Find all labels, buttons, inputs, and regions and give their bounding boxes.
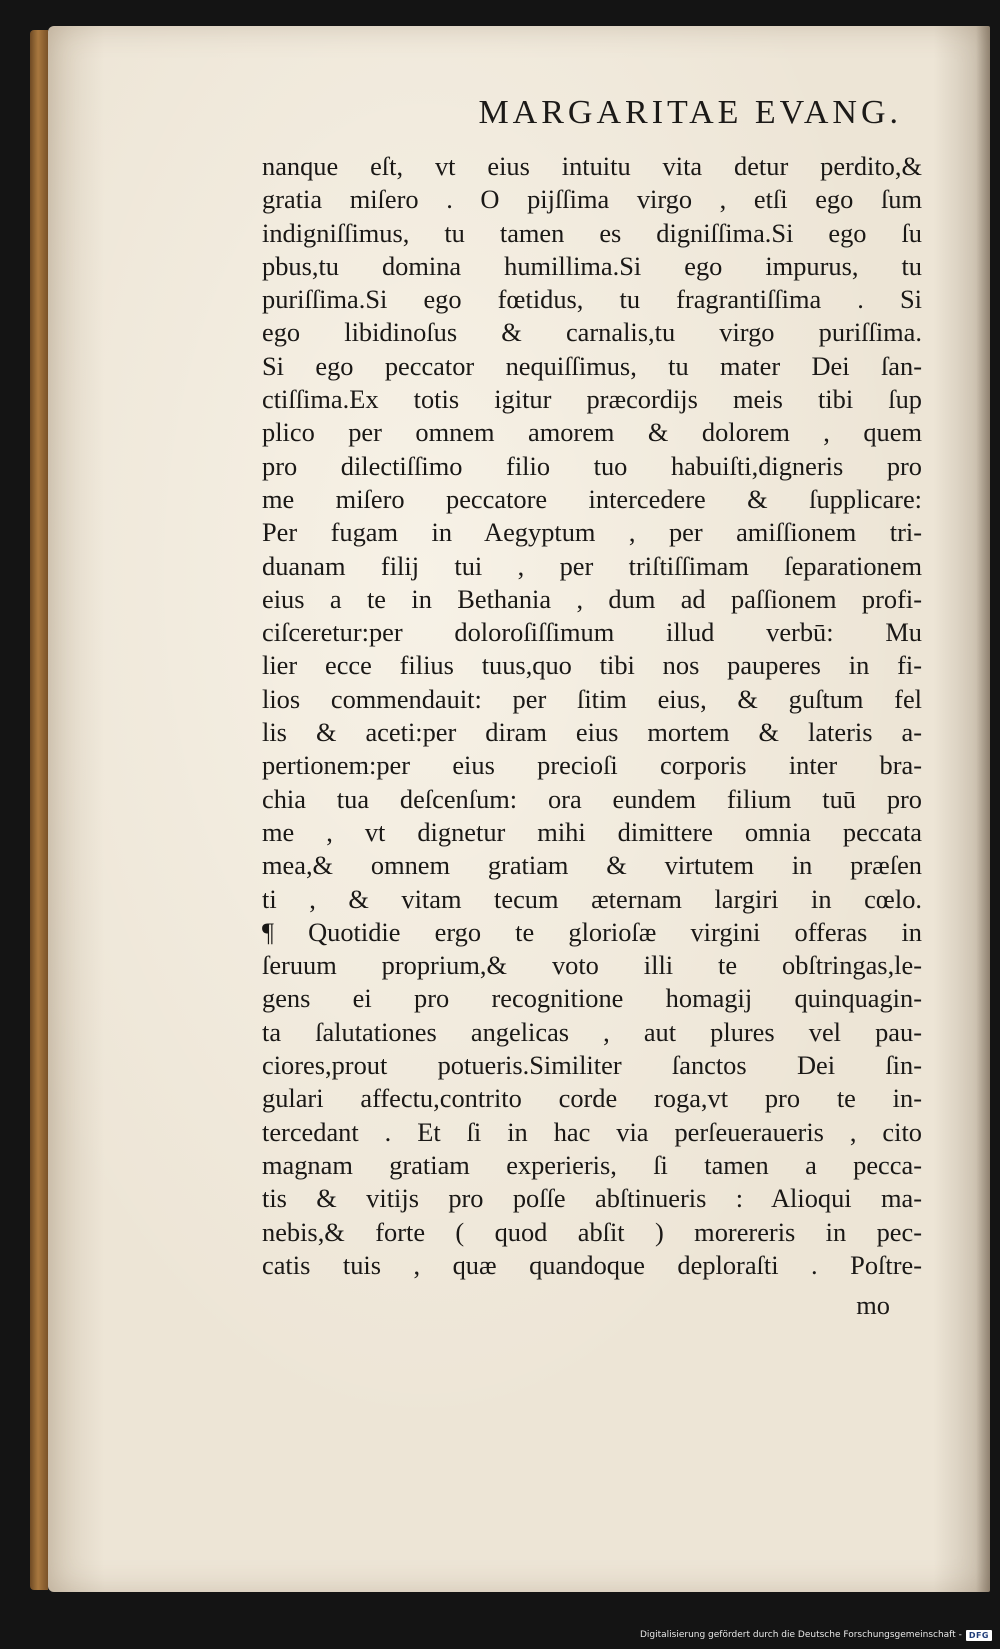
text-line: ti , & vitam tecum æternam largiri in cœlo.	[262, 883, 922, 914]
running-head: MARGARITAE EVANG.	[478, 94, 902, 131]
text-line: nebis,& forte ( quod abſit ) morereris in pec-	[262, 1216, 922, 1247]
text-line: ciſceretur:per doloroſiſſimum illud verbū: Mu	[262, 617, 922, 648]
text-line: me miſero peccatore intercedere & ſupplicare:	[262, 483, 922, 514]
body-text	[262, 150, 922, 1282]
text-line: duanam filij tui , per triſtiſſimam ſeparationem	[262, 550, 922, 581]
funding-notice: Digitalisierung gefördert durch die Deutsche Forschungsgemeinschaft -	[639, 1630, 962, 1640]
text-line: lios commendauit: per ſitim eius, & guſtum fel	[262, 683, 922, 714]
text-line: me , vt dignetur mihi dimittere omnia peccata	[262, 816, 922, 847]
text-line: tercedant . Et ſi in hac via perſeueraueris , cito	[262, 1116, 922, 1147]
text-line: nanque eſt, vt eius intuitu vita detur perdito,&	[262, 151, 922, 181]
text-line: pertionem:per eius precioſi corporis inter bra-	[262, 750, 922, 781]
text-line: magnam gratiam experieris, ſi tamen a pecca-	[262, 1149, 922, 1180]
text-line: ctiſſima.Ex totis igitur præcordijs meis tibi ſup	[262, 384, 922, 415]
text-line: tis & vitijs pro poſſe abſtinueris : Alioqui ma-	[262, 1183, 922, 1214]
text-line: mea,& omnem gratiam & virtutem in præſen	[262, 850, 922, 881]
text-line: lier ecce filius tuus,quo tibi nos pauperes in fi-	[262, 650, 922, 681]
text-line: ego libidinoſus & carnalis,tu virgo puriſſima.	[262, 317, 922, 348]
book-edge	[30, 30, 48, 1590]
digitization-footer	[640, 1627, 992, 1643]
text-line: ciores,prout potueris.Similiter ſanctos Dei ſin-	[262, 1050, 922, 1081]
text-line: ¶ Quotidie ergo te glorioſæ virgini offeras in	[262, 916, 922, 947]
text-line: lis & aceti:per diram eius mortem & lateris a-	[262, 717, 922, 748]
text-line: chia tua deſcenſum: ora eundem filium tuū pro	[262, 783, 922, 814]
text-line: plico per omnem amorem & dolorem , quem	[262, 417, 922, 448]
text-line: pbus,tu domina humillima.Si ego impurus, tu	[262, 250, 922, 281]
text-line: catis tuis , quæ quandoque deploraſti . Poſtre-	[262, 1249, 922, 1280]
page-gutter-shadow	[976, 26, 990, 1592]
text-line: puriſſima.Si ego fœtidus, tu fragrantiſſima . Si	[262, 284, 922, 315]
text-line: Si ego peccator nequiſſimus, tu mater Dei ſan-	[262, 350, 922, 381]
text-line: Per fugam in Aegyptum , per amiſſionem tri-	[262, 517, 922, 548]
text-line: pro dilectiſſimo filio tuo habuiſti,digneris pro	[262, 450, 922, 481]
catchword: mo	[856, 1290, 890, 1320]
text-line: ſeruum proprium,& voto illi te obſtringas,le-	[262, 950, 922, 981]
text-line: gulari affectu,contrito corde roga,vt pro te in-	[262, 1083, 922, 1114]
text-line: eius a te in Bethania , dum ad paſſionem profi-	[262, 583, 922, 614]
dfg-logo: DFG	[966, 1630, 992, 1641]
text-line: indigniſſimus, tu tamen es digniſſima.Si ego ſu	[262, 217, 922, 248]
text-line: ta ſalutationes angelicas , aut plures vel pau-	[262, 1016, 922, 1047]
text-line: gratia miſero . O pijſſima virgo , etſi ego ſum	[262, 184, 922, 215]
text-line: gens ei pro recognitione homagij quinquagin-	[262, 983, 922, 1014]
